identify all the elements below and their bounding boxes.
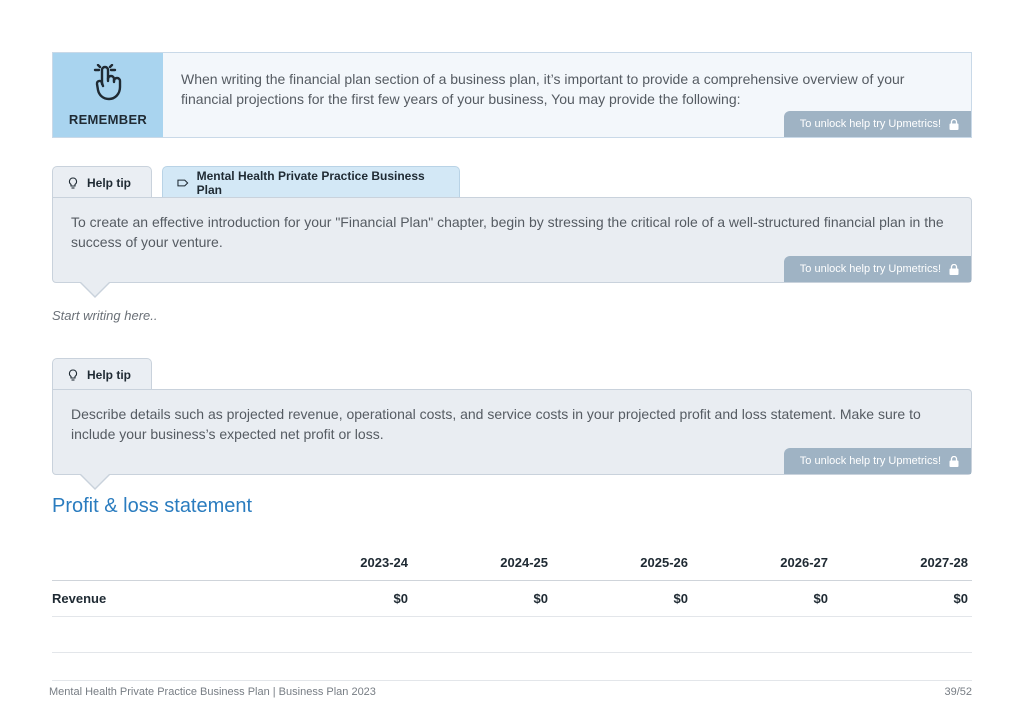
column-header: 2025-26: [640, 555, 688, 570]
tip-pointer-fill: [81, 474, 109, 488]
tag-icon: [177, 177, 189, 189]
unlock-label: To unlock help try Upmetrics!: [799, 455, 941, 467]
remember-box: [52, 52, 972, 138]
tab-help-tip-label: Help tip: [87, 175, 131, 190]
column-header: 2023-24: [360, 555, 408, 570]
tip-pointer-fill: [81, 282, 109, 296]
lock-icon: [949, 119, 959, 130]
tab-business-plan[interactable]: [162, 166, 460, 198]
column-header: 2024-25: [500, 555, 548, 570]
table-row-empty: [52, 617, 972, 653]
tab-help-tip[interactable]: [52, 166, 152, 198]
table-cell: $0: [533, 591, 548, 606]
table-row: [52, 581, 972, 617]
column-header: 2027-28: [920, 555, 968, 570]
unlock-button[interactable]: [784, 448, 971, 474]
unlock-button[interactable]: [784, 256, 971, 282]
lock-icon: [949, 264, 959, 275]
table-cell: $0: [673, 591, 688, 606]
start-writing-placeholder[interactable]: Start writing here..: [52, 308, 158, 323]
help-tip-text: To create an effective introduction for your "Financial Plan" chapter, begin by stressing the critical role of a well-structured financial plan in the success of your venture.: [71, 214, 944, 250]
remember-text: When writing the financial plan section of a business plan, it’s important to provide a comprehensive overview of your financial projections for the first few years of your business, You may provide the following:: [181, 71, 905, 107]
remember-side-panel: [53, 53, 163, 137]
page-number: 39/52: [944, 686, 972, 698]
table-cell: $0: [393, 591, 408, 606]
unlock-label: To unlock help try Upmetrics!: [799, 118, 941, 130]
unlock-button[interactable]: [784, 111, 971, 137]
help-tip-text: Describe details such as projected revenue, operational costs, and service costs in your projected profit and loss statement. Make sure to include your business’s expected net profit or loss.: [71, 406, 921, 442]
row-label: Revenue: [52, 591, 107, 606]
hand-pointer-icon: [91, 64, 125, 102]
page-footer: Mental Health Private Practice Business Plan | Business Plan 2023: [49, 686, 376, 698]
lightbulb-icon: [67, 177, 79, 189]
tab-help-tip[interactable]: [52, 358, 152, 390]
help-tip-box: [52, 197, 972, 283]
tab-help-tip-label: Help tip: [87, 367, 131, 382]
column-header: 2026-27: [780, 555, 828, 570]
tab-business-plan-label: Mental Health Private Practice Business Plan: [196, 168, 425, 197]
profit-loss-table: [52, 545, 972, 681]
table-cell: $0: [813, 591, 828, 606]
table-header-row: [52, 545, 972, 581]
unlock-label: To unlock help try Upmetrics!: [799, 263, 941, 275]
lock-icon: [949, 456, 959, 467]
remember-label: REMEMBER: [68, 111, 148, 127]
lightbulb-icon: [67, 369, 79, 381]
section-title: Profit & loss statement: [52, 495, 253, 517]
help-tip-box: [52, 389, 972, 475]
table-cell: $0: [953, 591, 968, 606]
table-row-empty: [52, 653, 972, 681]
